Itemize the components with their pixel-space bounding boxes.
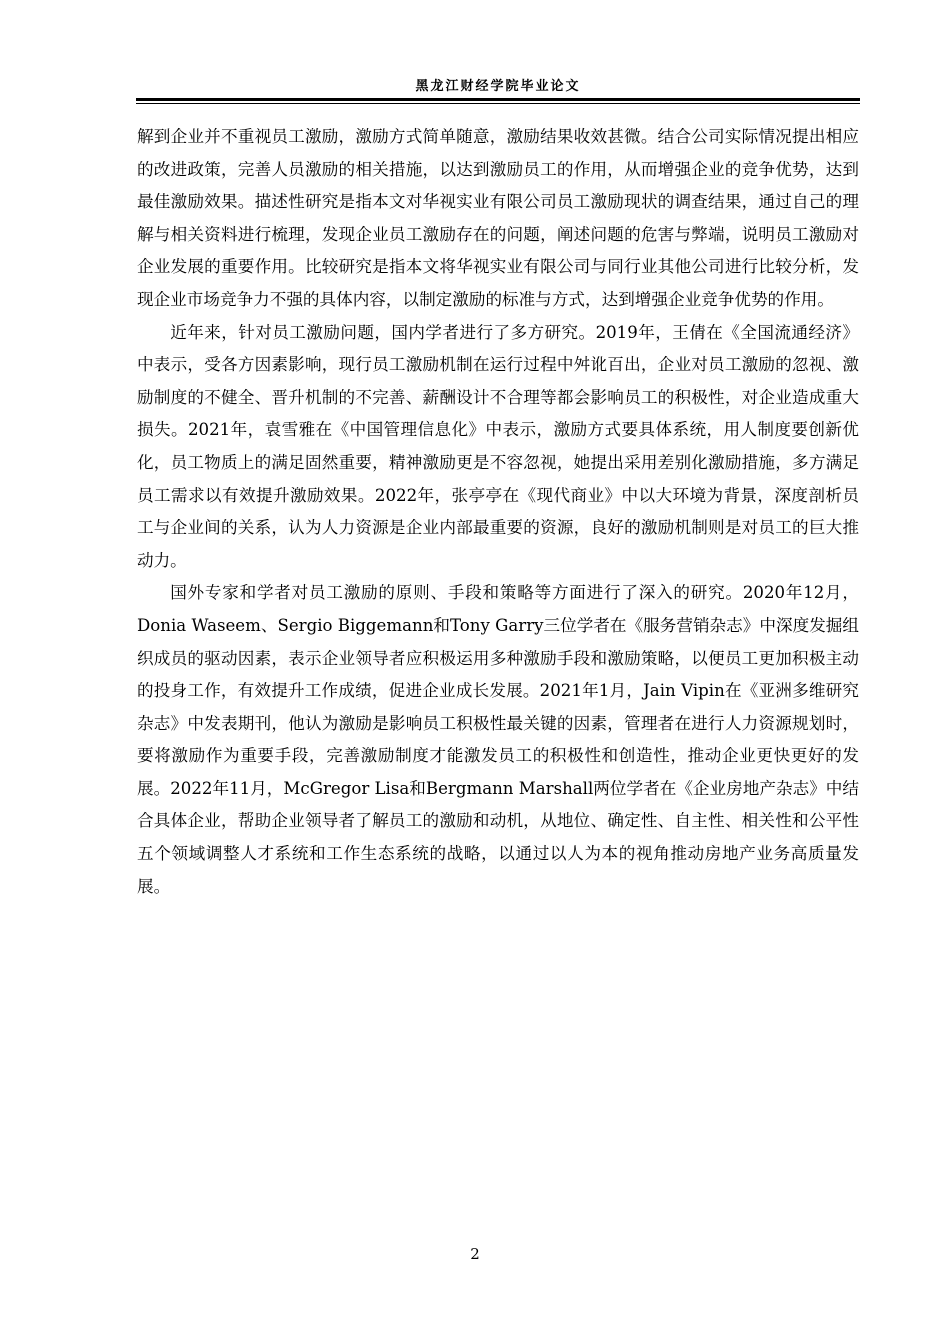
paragraph-3: 国外专家和学者对员工激励的原则、手段和策略等方面进行了深入的研究。2020年12月，Donia Waseem、Sergio Biggemann和Tony Garry三位学者在《服务营销杂志》中深度发掘组织成员的驱动因素，表示企业领导者应积极运用多种激励手段和激励策略，以便员工更加积极主动的投身工作，有效提升工作成绩，促进企业成长发展。2021年1月，Jain Vipin在《亚洲多维研究杂志》中发表期刊，他认为激励是影响员工积极性最关键的因素，管理者在进行人力资源规划时，要将激励作为重要手段，完善激励制度才能激发员工的积极性和创造性，推动企业更快更好的发展。2022年11月，McGregor Lisa和Bergmann Marshall两位学者在《企业房地产杂志》中结合具体企业，帮助企业领导者了解员工的激励和动机，从地位、确定性、自主性、相关性和公平性五个领域调整人才系统和工作生态系统的战略，以通过以人为本的视角推动房地产业务高质量发展。 [137,583,859,896]
header-rule-thin [136,103,860,104]
page-number: 2 [470,1245,480,1263]
body-text [137,121,859,903]
running-header-title: 黑龙江财经学院毕业论文 [415,79,581,94]
header-rule-thick [136,98,860,101]
paragraph-1: 解到企业并不重视员工激励，激励方式简单随意，激励结果收效甚微。结合公司实际情况提出相应的改进政策，完善人员激励的相关措施，以达到激励员工的作用，从而增强企业的竞争优势，达到最佳激励效果。描述性研究是指本文对华视实业有限公司员工激励现状的调查结果，通过自己的理解与相关资料进行梳理，发现企业员工激励存在的问题，阐述问题的危害与弊端，说明员工激励对企业发展的重要作用。比较研究是指本文将华视实业有限公司与同行业其他公司进行比较分析，发现企业市场竞争力不强的具体内容，以制定激励的标准与方式，达到增强企业竞争优势的作用。 [137,127,859,309]
paragraph-2: 近年来，针对员工激励问题，国内学者进行了多方研究。2019年，王倩在《全国流通经济》中表示，受各方因素影响，现行员工激励机制在运行过程中舛讹百出，企业对员工激励的忽视、激励制度的不健全、晋升机制的不完善、薪酬设计不合理等都会影响员工的积极性，对企业造成重大损失。2021年，袁雪雅在《中国管理信息化》中表示，激励方式要具体系统，用人制度要创新优化，员工物质上的满足固然重要，精神激励更是不容忽视，她提出采用差别化激励措施，多方满足员工需求以有效提升激励效果。2022年，张亭亭在《现代商业》中以大环境为背景，深度剖析员工与企业间的关系，认为人力资源是企业内部最重要的资源，良好的激励机制则是对员工的巨大推动力。 [137,322,859,570]
